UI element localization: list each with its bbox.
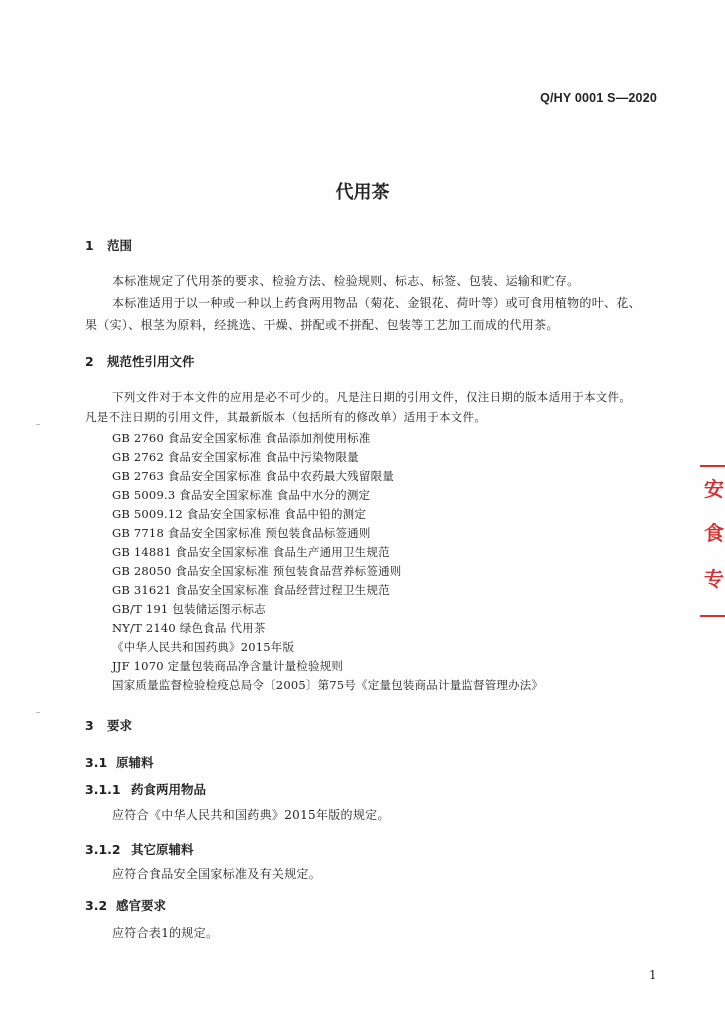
stamp-char: 安 — [704, 477, 724, 501]
seal-stamp — [700, 465, 725, 620]
section-number: 3.1 — [85, 755, 108, 770]
reference-item: GB 2762 食品安全国家标准 食品中污染物限量 — [112, 450, 359, 464]
reference-item: NY/T 2140 绿色食品 代用茶 — [112, 621, 266, 635]
section-title: 感官要求 — [116, 898, 167, 913]
paragraph: 果（实）、根茎为原料，经挑选、干燥、拼配或不拼配、包装等工艺加工而成的代用茶。 — [85, 318, 559, 332]
standard-code: Q/HY 0001 S—2020 — [540, 91, 657, 105]
section-number: 3 — [85, 718, 94, 733]
subsection-3-2-heading — [85, 896, 166, 914]
reference-item: GB 2763 食品安全国家标准 食品中农药最大残留限量 — [112, 469, 394, 483]
paragraph: 应符合《中华人民共和国药典》2015年版的规定。 — [112, 808, 390, 822]
paragraph: 下列文件对于本文件的应用是必不可少的。凡是注日期的引用文件，仅注日期的版本适用于本文件。 — [112, 390, 632, 404]
section-number: 2 — [85, 354, 94, 369]
reference-item: JJF 1070 定量包装商品净含量计量检验规则 — [112, 659, 344, 673]
reference-item: GB 14881 食品安全国家标准 食品生产通用卫生规范 — [112, 545, 390, 559]
section-3-heading — [85, 716, 132, 734]
subsection-3-1-1-heading — [85, 780, 206, 798]
section-number: 3.1.1 — [85, 782, 121, 797]
document-title: 代用茶 — [335, 182, 390, 203]
section-number: 3.1.2 — [85, 842, 121, 857]
stamp-border — [700, 615, 725, 617]
section-title: 规范性引用文件 — [107, 354, 195, 369]
section-title: 其它原辅料 — [131, 842, 194, 857]
section-title: 要求 — [107, 718, 133, 733]
paragraph: 本标准适用于以一种或一种以上药食两用物品（菊花、金银花、荷叶等）或可食用植物的叶、花、 — [112, 296, 641, 310]
subsection-3-1-2-heading — [85, 840, 194, 858]
subsection-3-1-heading — [85, 753, 154, 771]
section-number: 3.2 — [85, 898, 108, 913]
stamp-border — [700, 465, 725, 467]
reference-item: GB/T 191 包装储运图示标志 — [112, 602, 266, 616]
section-2-heading — [85, 352, 195, 370]
reference-item: GB 28050 食品安全国家标准 预包装食品营养标签通则 — [112, 564, 402, 578]
section-title: 原辅料 — [116, 755, 154, 770]
scan-speck — [36, 424, 40, 425]
reference-item: GB 31621 食品安全国家标准 食品经营过程卫生规范 — [112, 583, 390, 597]
section-title: 范围 — [107, 238, 133, 253]
paragraph: 应符合食品安全国家标准及有关规定。 — [112, 867, 322, 881]
reference-item: GB 5009.3 食品安全国家标准 食品中水分的测定 — [112, 488, 371, 502]
section-title: 药食两用物品 — [131, 782, 207, 797]
scan-speck — [36, 712, 40, 713]
reference-item: GB 5009.12 食品安全国家标准 食品中铅的测定 — [112, 507, 367, 521]
reference-item: GB 2760 食品安全国家标准 食品添加剂使用标准 — [112, 431, 371, 445]
stamp-char: 专 — [704, 567, 724, 591]
reference-item: 《中华人民共和国药典》2015年版 — [112, 640, 295, 654]
reference-item: 国家质量监督检验检疫总局令〔2005〕第75号《定量包装商品计量监督管理办法》 — [112, 678, 544, 692]
paragraph: 凡是不注日期的引用文件，其最新版本（包括所有的修改单）适用于本文件。 — [85, 410, 487, 424]
paragraph: 本标准规定了代用茶的要求、检验方法、检验规则、标志、标签、包装、运输和贮存。 — [112, 274, 580, 288]
page-number: 1 — [649, 968, 657, 982]
reference-item: GB 7718 食品安全国家标准 预包装食品标签通则 — [112, 526, 371, 540]
paragraph: 应符合表1的规定。 — [112, 926, 219, 940]
section-number: 1 — [85, 238, 94, 253]
section-1-heading — [85, 236, 132, 254]
stamp-char: 食 — [704, 521, 724, 545]
